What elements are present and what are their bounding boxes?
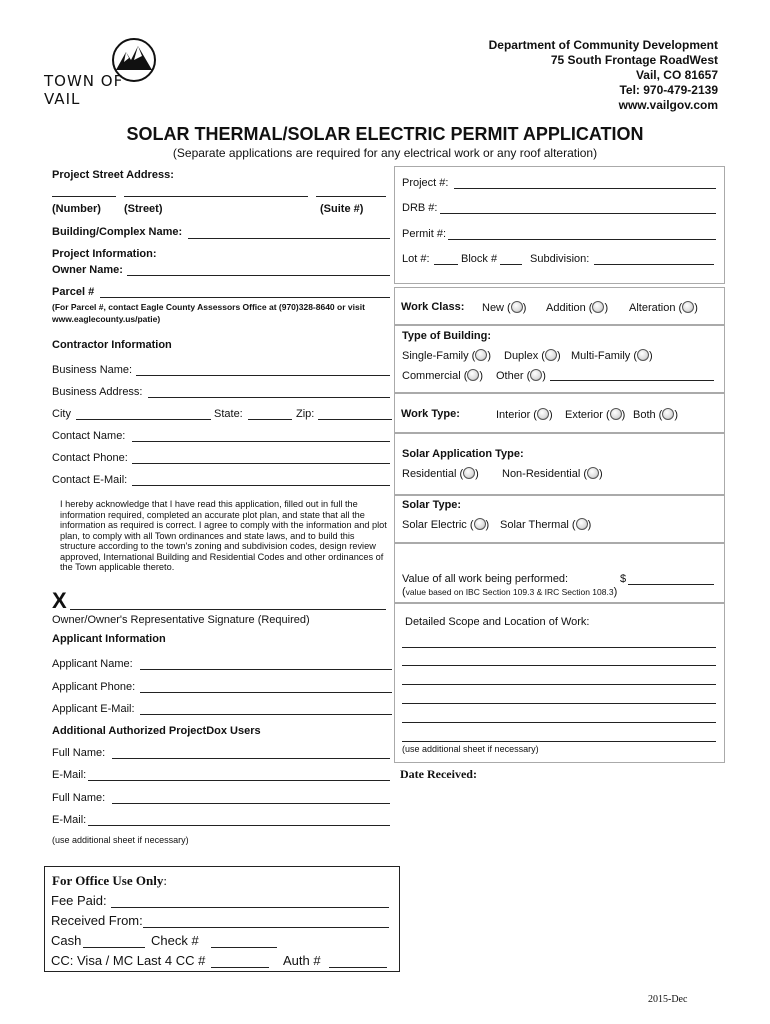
- permit-number-label: Permit #:: [402, 228, 447, 240]
- multi-family-option[interactable]: [571, 349, 653, 362]
- owner-name-label: Owner Name:: [52, 264, 123, 276]
- department-name: Department of Community Development: [488, 38, 718, 52]
- fee-paid-field[interactable]: [111, 907, 389, 908]
- parcel-label: Parcel #: [52, 286, 95, 298]
- permit-number-field[interactable]: [448, 239, 716, 240]
- single-family-radio[interactable]: [475, 349, 487, 361]
- non-residential-radio[interactable]: [587, 467, 599, 479]
- non-residential-label: Non-Residential (: [502, 468, 587, 480]
- email-1-field[interactable]: [88, 780, 390, 781]
- parcel-field[interactable]: [100, 297, 390, 298]
- additional-sheet-note-left: (use additional sheet if necessary): [52, 835, 189, 845]
- duplex-option[interactable]: [504, 349, 561, 362]
- commercial-label: Commercial (: [402, 370, 468, 382]
- other-building-field[interactable]: [550, 380, 714, 381]
- street-line[interactable]: [124, 196, 308, 197]
- close-paren: ): [604, 302, 609, 314]
- signature-label: Owner/Owner's Representative Signature (Required): [52, 614, 310, 626]
- date-received-label: Date Received:: [400, 767, 477, 781]
- work-type-label: Work Type:: [401, 408, 460, 420]
- scope-line-3[interactable]: [402, 684, 716, 685]
- close-paren: ): [479, 370, 484, 382]
- close-paren: ): [649, 350, 653, 362]
- work-class-addition-radio[interactable]: [592, 301, 604, 313]
- close-paren: ): [542, 370, 546, 382]
- zip-field[interactable]: [318, 419, 392, 420]
- solar-thermal-option[interactable]: [500, 518, 591, 531]
- single-family-label: Single-Family (: [402, 350, 476, 362]
- value-label: Value of all work being performed:: [402, 573, 569, 585]
- email-2-field[interactable]: [88, 825, 390, 826]
- cc-label: CC: Visa / MC Last 4 CC #: [51, 953, 206, 968]
- owner-name-field[interactable]: [127, 275, 390, 276]
- business-name-label: Business Name:: [52, 364, 133, 376]
- form-title: SOLAR THERMAL/SOLAR ELECTRIC PERMIT APPLICATION: [126, 124, 644, 144]
- additional-sheet-note-right: (use additional sheet if necessary): [402, 744, 539, 754]
- work-class-addition[interactable]: [546, 301, 608, 314]
- business-address-field[interactable]: [148, 397, 390, 398]
- close-paren: ): [598, 468, 603, 480]
- solar-electric-option[interactable]: [402, 518, 489, 531]
- fee-paid-label: Fee Paid:: [51, 893, 107, 908]
- project-information-label: Project Information:: [52, 248, 157, 260]
- solar-electric-label: Solar Electric (: [402, 519, 474, 531]
- department-city: Vail, CO 81657: [635, 68, 718, 82]
- check-field[interactable]: [211, 947, 277, 948]
- zip-label: Zip:: [296, 408, 315, 420]
- contact-phone-field[interactable]: [132, 463, 390, 464]
- duplex-radio[interactable]: [545, 349, 557, 361]
- work-class-new[interactable]: [482, 301, 526, 314]
- department-phone: Tel: 970-479-2139: [619, 83, 718, 97]
- received-from-field[interactable]: [143, 927, 389, 928]
- scope-line-4[interactable]: [402, 703, 716, 704]
- multi-family-radio[interactable]: [637, 349, 649, 361]
- office-use-colon: :: [163, 873, 167, 888]
- building-complex-field[interactable]: [188, 238, 390, 239]
- exterior-option[interactable]: [565, 408, 625, 421]
- subdivision-label: Subdivision:: [530, 253, 590, 265]
- close-paren: ): [556, 350, 561, 362]
- value-note-close: ): [613, 586, 618, 598]
- project-street-label: Project Street Address:: [52, 169, 174, 181]
- work-class-alteration-radio[interactable]: [682, 301, 694, 313]
- signature-line[interactable]: [70, 609, 386, 610]
- email-2-label: E-Mail:: [52, 814, 87, 826]
- town-logo: [44, 36, 164, 108]
- solar-application-type-label: Solar Application Type:: [402, 448, 524, 460]
- street-label: (Street): [124, 203, 163, 215]
- value-field[interactable]: [628, 584, 714, 585]
- acknowledgement-text: I hereby acknowledge that I have read this application, filled out in full the information required, completed an accurate plot plan, and state that all the information as required is correct. I agree to comply with the information and plot plan, to comply with all Town ordinances and state laws, and to build this structure according to the town's zoning and subdivision codes, design review approved, International Building and Residential Codes and other ordinances of the Town applicable thereto.: [60, 499, 387, 572]
- both-label: Both (: [633, 409, 663, 421]
- number-label: (Number): [52, 203, 101, 215]
- project-number-field[interactable]: [454, 188, 716, 189]
- solar-electric-radio[interactable]: [474, 518, 486, 530]
- single-family-option[interactable]: [402, 349, 491, 362]
- type-of-building-label: Type of Building:: [402, 330, 492, 342]
- interior-option[interactable]: [496, 408, 553, 421]
- applicant-email-label: Applicant E-Mail:: [52, 703, 135, 715]
- both-radio[interactable]: [662, 408, 674, 420]
- solar-type-label: Solar Type:: [402, 499, 462, 511]
- close-paren: ): [475, 468, 479, 480]
- projectdox-users-heading: Additional Authorized ProjectDox Users: [52, 725, 261, 737]
- business-name-field[interactable]: [136, 375, 390, 376]
- project-number-label: Project #:: [402, 177, 449, 189]
- applicant-phone-label: Applicant Phone:: [52, 681, 136, 693]
- contractor-information-heading: Contractor Information: [52, 339, 172, 351]
- close-paren: ): [548, 409, 553, 421]
- work-class-alteration-label: Alteration (: [629, 302, 683, 314]
- exterior-label: Exterior (: [565, 409, 610, 421]
- building-complex-label: Building/Complex Name:: [52, 226, 183, 238]
- close-paren: ): [587, 519, 592, 531]
- logo-text: TOWN OF VAIL: [44, 72, 124, 108]
- business-address-label: Business Address:: [52, 386, 143, 398]
- department-website[interactable]: www.vailgov.com: [618, 98, 718, 112]
- form-subtitle: (Separate applications are required for any electrical work or any roof alteration): [172, 146, 598, 160]
- cash-label: Cash: [51, 933, 82, 948]
- work-class-new-label: New (: [482, 302, 511, 314]
- solar-thermal-label: Solar Thermal (: [500, 519, 576, 531]
- full-name-2-label: Full Name:: [52, 792, 106, 804]
- work-class-addition-label: Addition (: [546, 302, 593, 314]
- commercial-radio[interactable]: [467, 369, 479, 381]
- duplex-label: Duplex (: [504, 350, 545, 362]
- close-paren: ): [485, 519, 490, 531]
- block-field[interactable]: [500, 264, 522, 265]
- state-label: State:: [214, 408, 243, 420]
- residential-label: Residential (: [402, 468, 464, 480]
- other-radio[interactable]: [530, 369, 542, 381]
- solar-application-type-box: [394, 433, 725, 495]
- auth-label: Auth #: [283, 953, 321, 968]
- contact-phone-label: Contact Phone:: [52, 452, 128, 464]
- office-use-box: [44, 866, 400, 972]
- department-address: 75 South Frontage RoadWest: [550, 53, 718, 67]
- multi-family-label: Multi-Family (: [571, 350, 637, 362]
- work-class-new-radio[interactable]: [511, 301, 523, 313]
- interior-label: Interior (: [496, 409, 537, 421]
- residential-option[interactable]: [402, 467, 479, 480]
- full-name-1-label: Full Name:: [52, 747, 106, 759]
- full-name-2-field[interactable]: [112, 803, 390, 804]
- other-label: Other (: [496, 370, 531, 382]
- close-paren: ): [621, 409, 626, 421]
- state-field[interactable]: [248, 419, 292, 420]
- lot-field[interactable]: [434, 264, 458, 265]
- suite-line[interactable]: [316, 196, 386, 197]
- scope-line-6[interactable]: [402, 741, 716, 742]
- interior-radio[interactable]: [537, 408, 549, 420]
- contact-name-label: Contact Name:: [52, 430, 126, 442]
- block-label: Block #: [461, 253, 498, 265]
- city-field[interactable]: [76, 419, 211, 420]
- cc-field[interactable]: [211, 967, 269, 968]
- work-class-label: Work Class:: [401, 301, 465, 313]
- applicant-phone-field[interactable]: [140, 692, 392, 693]
- solar-thermal-radio[interactable]: [576, 518, 588, 530]
- contact-email-field[interactable]: [132, 485, 390, 486]
- drb-number-label: DRB #:: [402, 202, 438, 214]
- contact-name-field[interactable]: [132, 441, 390, 442]
- value-note-text: value based on IBC Section 109.3 & IRC Section 108.3: [405, 587, 614, 597]
- office-use-heading: For Office Use Only: [52, 873, 164, 888]
- close-paren: ): [487, 350, 492, 362]
- number-line[interactable]: [52, 196, 116, 197]
- close-paren: ): [674, 409, 679, 421]
- other-option[interactable]: [496, 369, 546, 382]
- check-label: Check #: [151, 933, 199, 948]
- contact-email-label: Contact E-Mail:: [52, 474, 128, 486]
- scope-label: Detailed Scope and Location of Work:: [405, 616, 590, 628]
- suite-label: (Suite #): [320, 203, 364, 215]
- dollar-sign: $: [620, 573, 627, 585]
- value-note-open: (: [402, 586, 406, 598]
- scope-line-5[interactable]: [402, 722, 716, 723]
- subdivision-field[interactable]: [594, 264, 714, 265]
- scope-line-1[interactable]: [402, 647, 716, 648]
- received-from-label: Received From:: [51, 913, 143, 928]
- city-label: City: [52, 408, 71, 420]
- auth-field[interactable]: [329, 967, 387, 968]
- drb-number-field[interactable]: [440, 213, 716, 214]
- header-contact: [489, 38, 718, 113]
- value-note: [402, 586, 617, 598]
- form-revision-date: 2015-Dec: [648, 994, 688, 1005]
- applicant-email-field[interactable]: [140, 714, 392, 715]
- close-paren: ): [694, 302, 698, 314]
- full-name-1-field[interactable]: [112, 758, 390, 759]
- work-class-alteration[interactable]: [629, 301, 698, 314]
- non-residential-option[interactable]: [502, 467, 603, 480]
- applicant-information-heading: Applicant Information: [52, 633, 166, 645]
- scope-line-2[interactable]: [402, 665, 716, 666]
- residential-radio[interactable]: [463, 467, 475, 479]
- signature-x-mark: X: [52, 588, 67, 613]
- lot-label: Lot #:: [402, 253, 430, 265]
- both-option[interactable]: [633, 408, 678, 421]
- commercial-option[interactable]: [402, 369, 483, 382]
- parcel-note: (For Parcel #, contact Eagle County Assessors Office at (970)328-8640 or visit www.eaglecounty.us/patie): [52, 302, 365, 324]
- applicant-name-label: Applicant Name:: [52, 658, 133, 670]
- exterior-radio[interactable]: [610, 408, 622, 420]
- email-1-label: E-Mail:: [52, 769, 87, 781]
- close-paren: ): [522, 302, 527, 314]
- cash-field[interactable]: [83, 947, 145, 948]
- applicant-name-field[interactable]: [140, 669, 392, 670]
